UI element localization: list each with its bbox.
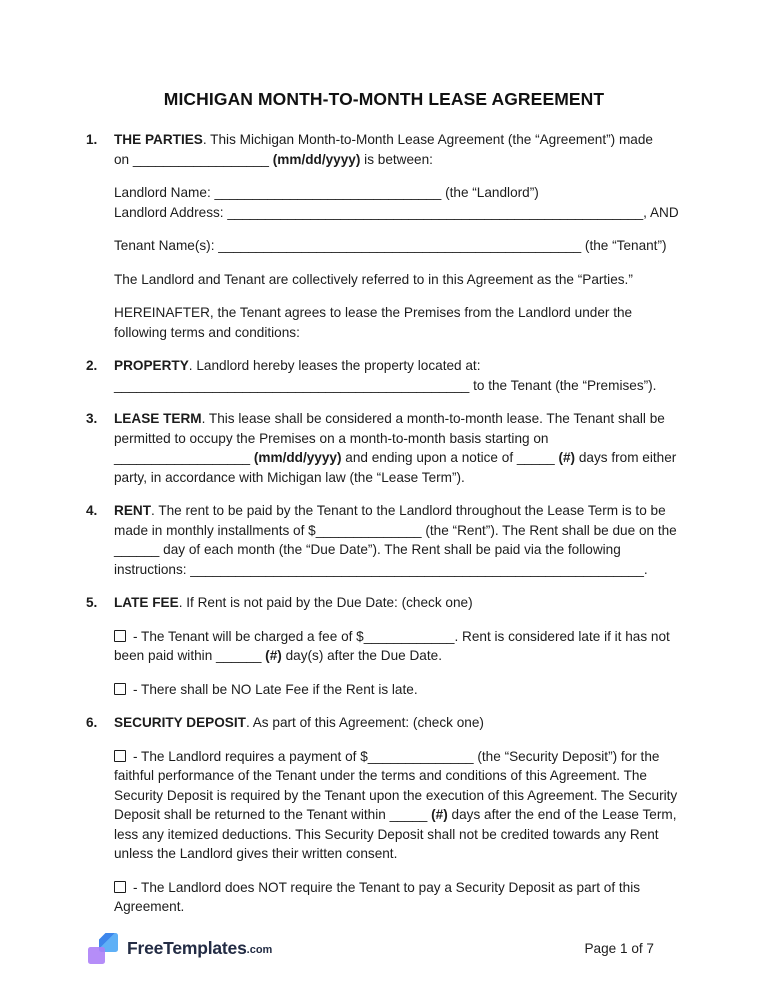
section-paragraph <box>86 713 682 733</box>
document-body <box>0 110 768 917</box>
checkbox-icon[interactable] <box>114 630 126 642</box>
checkbox-option <box>114 878 682 917</box>
section-paragraph <box>86 593 682 613</box>
section-paragraph <box>86 356 682 395</box>
paragraph-text: HEREINAFTER, the Tenant agrees to lease the Premises from the Landlord under the following terms and conditions: <box>114 305 633 340</box>
paragraph <box>114 183 682 222</box>
paragraph-text: LEASE TERM. This lease shall be considered a month-to-month lease. The Tenant shall be permitted to occupy the Premises on a month-to-month basis starting on __________________ (mm/dd/yyyy) and ending upon a notice of _____ (#) days from either party, in accordance with Michigan law (the “Lease Term”). <box>114 411 677 485</box>
section-number: 3. <box>86 411 98 426</box>
freetemplates-brand <box>88 933 272 964</box>
checkbox-option <box>114 627 682 666</box>
section-number: 2. <box>86 358 98 373</box>
checkbox-icon[interactable] <box>114 881 126 893</box>
page-number: Page 1 of 7 <box>584 940 654 956</box>
paragraph-text: Landlord Name: ______________________________ (the “Landlord”) Landlord Address: _______________________________________________________, AND <box>114 185 679 220</box>
section-number: 4. <box>86 503 98 518</box>
paragraph <box>114 270 682 290</box>
paragraph-text: - The Landlord does NOT require the Tenant to pay a Security Deposit as part of this Agreement. <box>114 879 641 914</box>
paragraph-text: - There shall be NO Late Fee if the Rent is late. <box>133 681 418 697</box>
page-footer <box>88 933 682 964</box>
section-paragraph <box>86 501 682 579</box>
section-paragraph <box>86 409 682 487</box>
logo-purple-page-icon <box>88 947 105 964</box>
section-number: 5. <box>86 595 98 610</box>
paragraph <box>114 303 682 342</box>
freetemplates-logo-icon <box>88 933 118 964</box>
paragraph-text: - The Tenant will be charged a fee of $____________. Rent is considered late if it has not been paid within ______ (#) day(s) after the Due Date. <box>114 628 670 663</box>
brand-name: FreeTemplates <box>127 937 247 958</box>
checkbox-option <box>114 747 682 864</box>
document-title: MICHIGAN MONTH-TO-MONTH LEASE AGREEMENT <box>163 89 605 109</box>
paragraph-text: THE PARTIES. This Michigan Month-to-Month Lease Agreement (the “Agreement”) made on __________________ (mm/dd/yyyy) is between: <box>114 132 653 167</box>
checkbox-option <box>114 680 682 700</box>
paragraph-text: RENT. The rent to be paid by the Tenant to the Landlord throughout the Lease Term is to be made in monthly installments of $______________ (the “Rent”). The Rent shall be due on the ______ day of each month (the “Due Date”). The Rent shall be paid via the following instructions: ____________________________________________________________. <box>114 503 677 577</box>
checkbox-icon[interactable] <box>114 683 126 695</box>
section-number: 1. <box>86 132 98 147</box>
paragraph-text: - The Landlord requires a payment of $______________ (the “Security Deposit”) for the faithful performance of the Tenant under the terms and conditions of this Agreement. The Security Deposit is required by the Tenant upon the execution of this Agreement. The Security Deposit shall be returned to the Tenant within _____ (#) days after the end of the Lease Term, less any itemized deductions. This Security Deposit shall not be credited towards any Rent unless the Landlord gives their written consent. <box>114 748 678 861</box>
paragraph-text: The Landlord and Tenant are collectively referred to in this Agreement as the “Parties.” <box>114 271 633 287</box>
section-paragraph <box>86 130 682 169</box>
checkbox-icon[interactable] <box>114 750 126 762</box>
paragraph <box>114 236 682 256</box>
paragraph-text: SECURITY DEPOSIT. As part of this Agreement: (check one) <box>114 715 484 730</box>
paragraph-text: PROPERTY. Landlord hereby leases the property located at: _______________________________________________ to the Tenant (the “Premises”). <box>114 358 657 393</box>
paragraph-text: LATE FEE. If Rent is not paid by the Due Date: (check one) <box>114 595 473 610</box>
brand-suffix: .com <box>246 943 273 956</box>
section-number: 6. <box>86 715 98 730</box>
paragraph-text: Tenant Name(s): ________________________________________________ (the “Tenant”) <box>114 238 667 253</box>
